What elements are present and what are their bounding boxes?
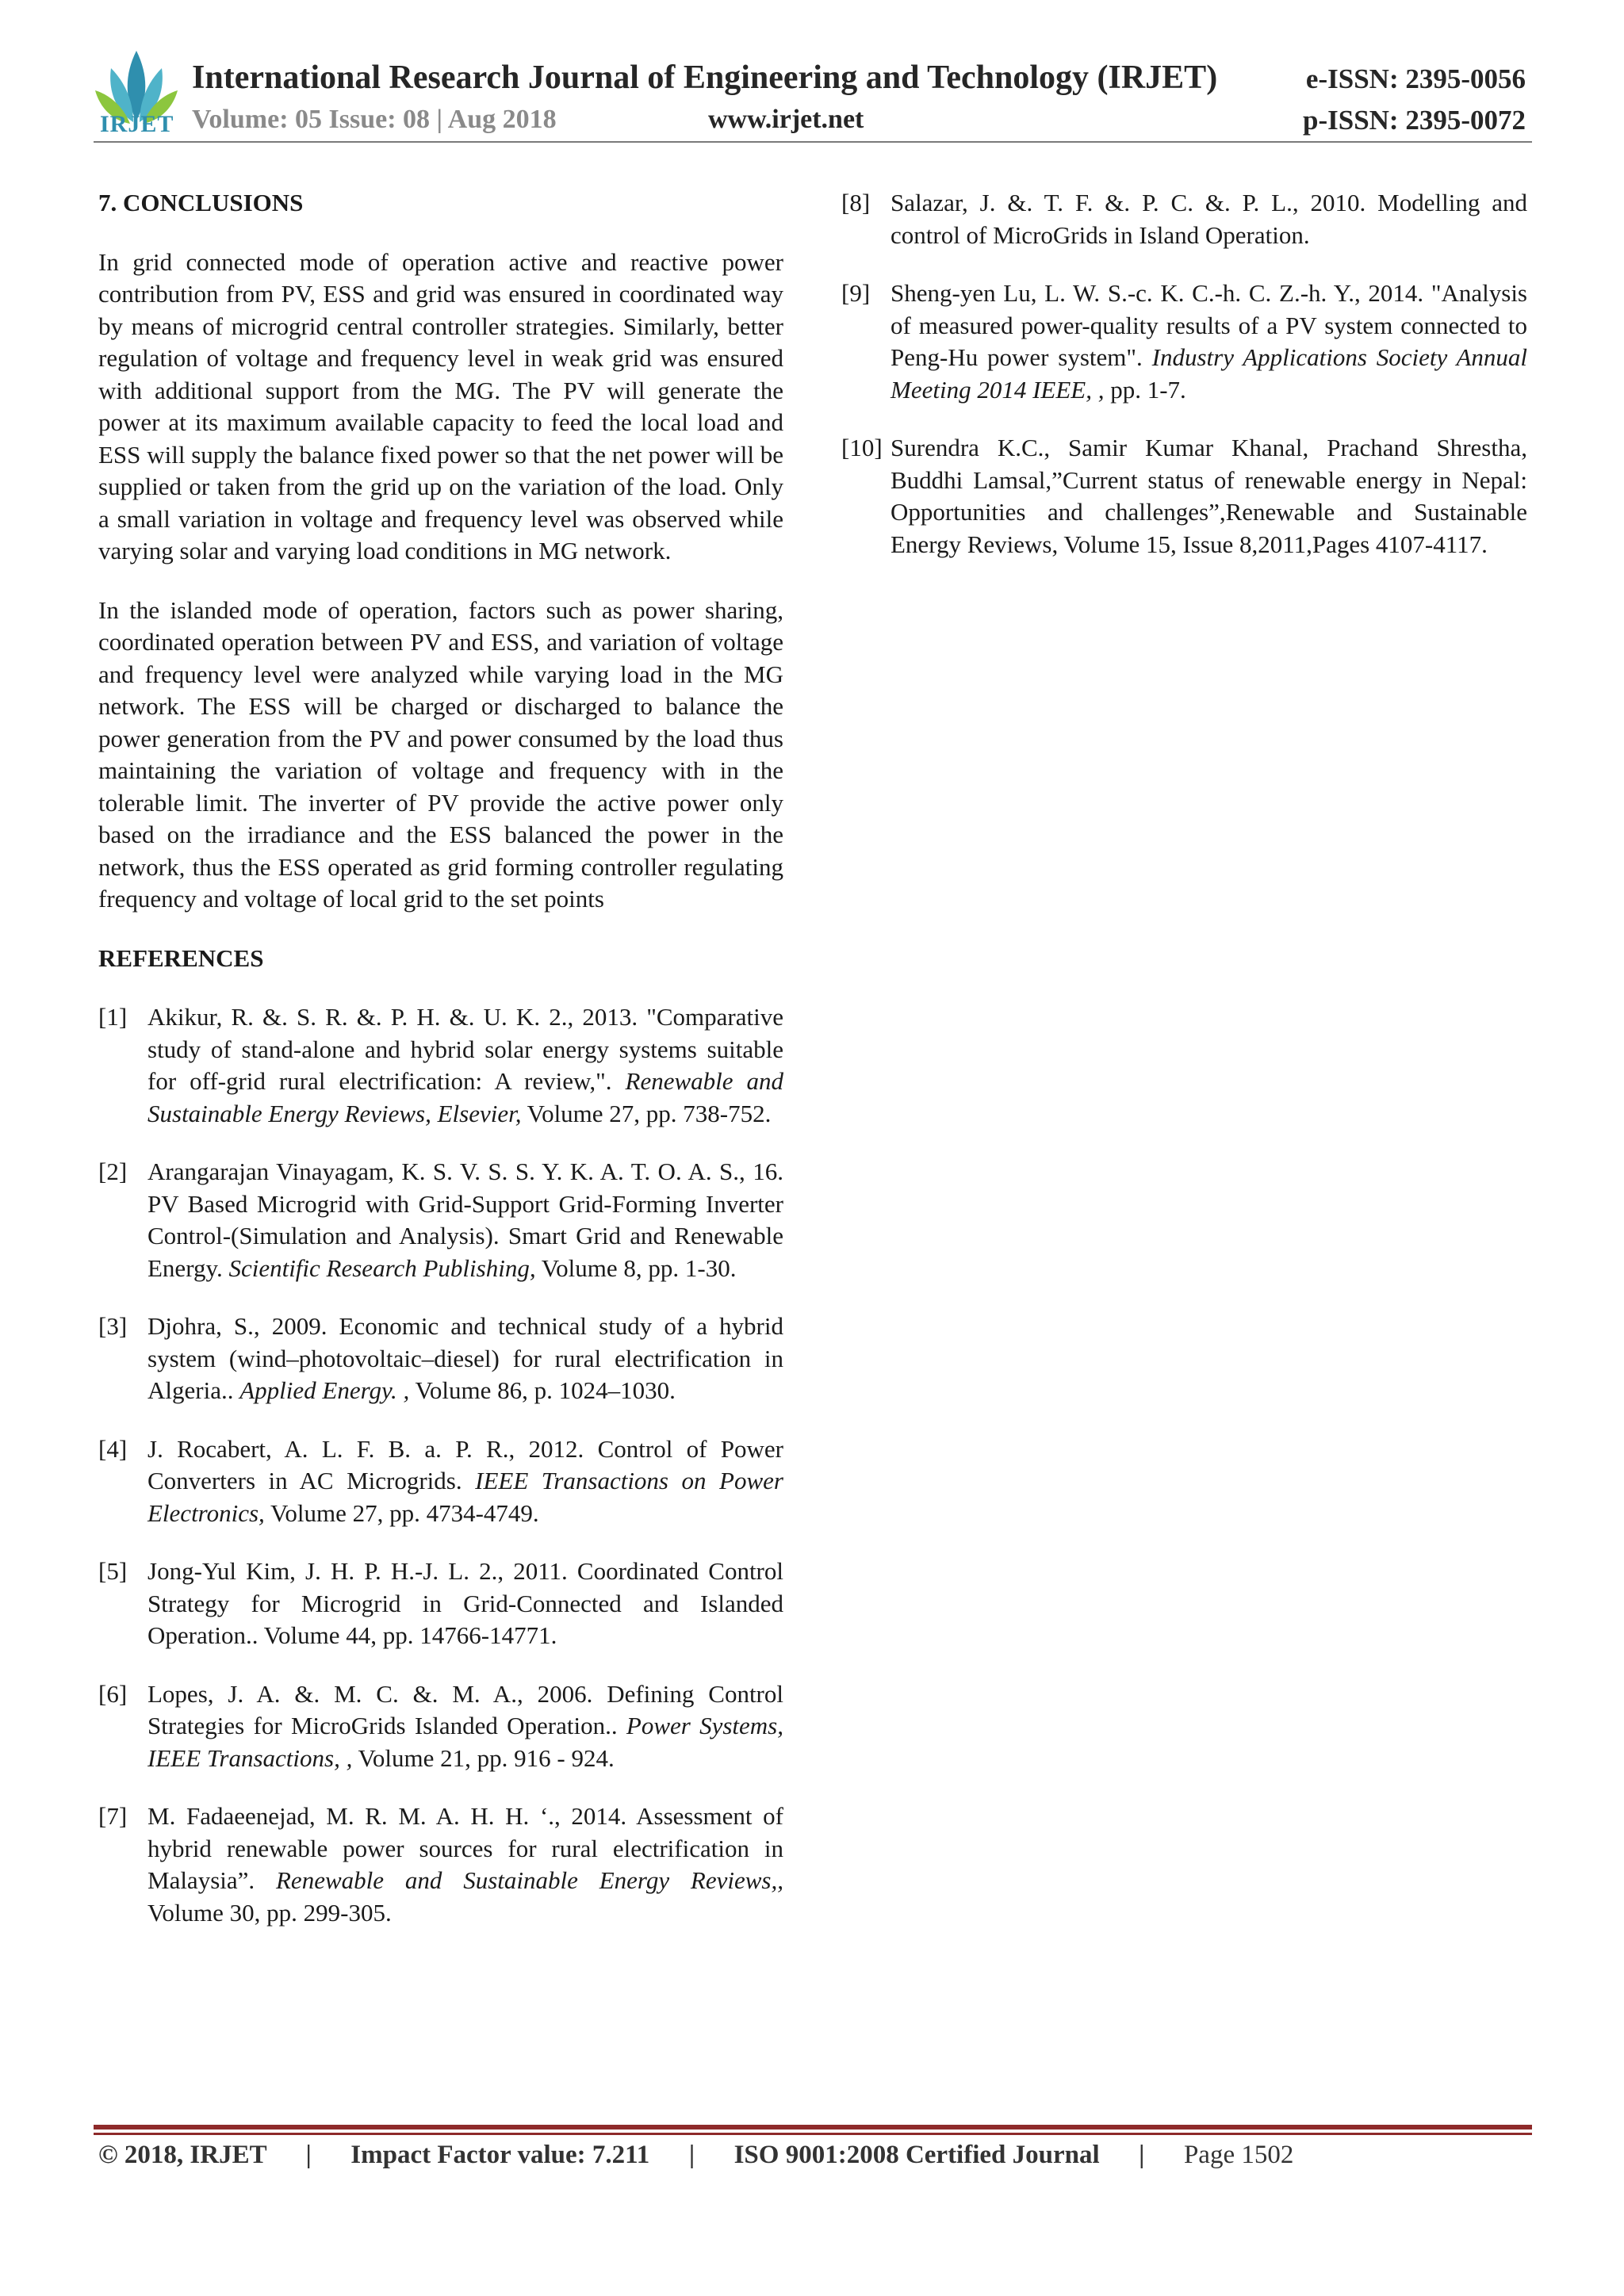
footer-impact-factor: Impact Factor value: 7.211 xyxy=(350,2141,650,2169)
reference-item xyxy=(98,1678,783,1775)
footer-divider-thick xyxy=(94,2125,1532,2130)
reference-number: [6] xyxy=(98,1679,128,1708)
reference-text: M. Fadaeenejad, M. R. M. A. H. H. ‘., 2014. Assessment of hybrid renewable power sources for rural electrification in Malaysia”. Renewable and Sustainable Energy Reviews,, Volume 30, pp. 299-305. xyxy=(147,1802,784,1927)
reference-text: Lopes, J. A. &. M. C. &. M. A., 2006. Defining Control Strategies for MicroGrids Islanded Operation.. Power Systems, IEEE Transactions, , Volume 21, pp. 916 - 924. xyxy=(147,1679,783,1772)
website-link[interactable]: www.irjet.net xyxy=(708,105,864,134)
footer-separator: | xyxy=(1139,2141,1145,2169)
reference-item xyxy=(98,1001,783,1130)
reference-item xyxy=(98,1311,783,1407)
reference-item xyxy=(98,1156,783,1284)
reference-number: [4] xyxy=(98,1434,128,1463)
reference-text: Surendra K.C., Samir Kumar Khanal, Prachand Shrestha, Buddhi Lamsal,”Current status of renewable energy in Nepal: Opportunities and challenges”,Renewable and Sustainable Energy Reviews, Volume 15, Issue 8,2011,Pages 4107-4117. xyxy=(891,434,1527,558)
footer-iso: ISO 9001:2008 Certified Journal xyxy=(733,2141,1100,2169)
conclusions-paragraph-2: In the islanded mode of operation, factors such as power sharing, coordinated operation between PV and ESS, and variation of voltage and frequency level were analyzed while varying load in the MG network. The ESS will be charged or discharged to balance the power generation from the PV and power consumed by the load thus maintaining the variation of voltage and frequency with in the tolerable limit. The inverter of PV provide the active power only based on the irradiance and the ESS balanced the power in the network, thus the ESS operated as grid forming controller regulating frequency and voltage of local grid to the set points xyxy=(98,595,783,913)
reference-text: J. Rocabert, A. L. F. B. a. P. R., 2012. Control of Power Converters in AC Microgrids. IEEE Transactions on Power Electronics, Volume 27, pp. 4734-4749. xyxy=(147,1434,783,1527)
reference-item xyxy=(98,1433,783,1530)
reference-number: [3] xyxy=(98,1312,128,1340)
reference-text: Akikur, R. &. S. R. &. P. H. &. U. K. 2., 2013. "Comparative study of stand-alone and hybrid solar energy systems suitable for off-grid rural electrification: A review,". Renewable and Sustainable Energy Reviews, Elsevier, Volume 27, pp. 738-752. xyxy=(147,1003,783,1127)
pissn: p-ISSN: 2395-0072 xyxy=(1302,105,1526,136)
reference-item xyxy=(841,277,1527,406)
reference-item xyxy=(98,1800,783,1929)
footer-separator: | xyxy=(305,2141,312,2169)
reference-number: [10] xyxy=(841,434,883,461)
reference-item xyxy=(841,187,1527,251)
references-heading: REFERENCES xyxy=(98,943,264,972)
reference-number: [5] xyxy=(98,1557,128,1585)
footer-page-number: Page 1502 xyxy=(1183,2141,1294,2169)
conclusions-paragraph-1: In grid connected mode of operation active and reactive power contribution from PV, ESS and grid was ensured in coordinated way by means of microgrid central controller strategies. Similarly, better regulation of voltage and frequency level in weak grid was ensured with additional support from the MG. The PV will generate the power at its maximum available capacity to feed the local load and ESS will supply the balance fixed power so that the net power will be supplied or taken from the grid up on the variation of the load. Only a small variation in voltage and frequency level was observed while varying solar and varying load conditions in MG network. xyxy=(98,247,783,564)
reference-item xyxy=(98,1556,783,1652)
reference-text: Sheng-yen Lu, L. W. S.-c. K. C.-h. C. Z.-h. Y., 2014. "Analysis of measured power-quality results of a PV system connected to Peng-Hu power system". Industry Applications Society Annual Meeting 2014 IEEE, , pp. 1-7. xyxy=(891,279,1528,404)
left-column xyxy=(98,187,783,1955)
footer-separator: | xyxy=(688,2141,695,2169)
reference-number: [1] xyxy=(98,1003,128,1031)
conclusions-heading: 7. CONCLUSIONS xyxy=(98,189,304,216)
reference-text: Jong-Yul Kim, J. H. P. H.-J. L. 2., 2011. Coordinated Control Strategy for Microgrid in Grid-Connected and Islanded Operation.. Volume 44, pp. 14766-14771. xyxy=(147,1557,783,1649)
volume-info: Volume: 05 Issue: 08 | Aug 2018 xyxy=(192,105,557,134)
logo-text: IRJET xyxy=(100,111,174,137)
reference-item xyxy=(841,432,1527,561)
reference-text: Salazar, J. &. T. F. &. P. C. &. P. L., 2010. Modelling and control of MicroGrids in Island Operation. xyxy=(891,189,1527,249)
right-column xyxy=(841,187,1527,587)
journal-title: International Research Journal of Engineering and Technology (IRJET) xyxy=(192,59,1218,96)
reference-text: Djohra, S., 2009. Economic and technical study of a hybrid system (wind–photovoltaic–diesel) for rural electrification in Algeria.. Applied Energy. , Volume 86, p. 1024–1030. xyxy=(147,1312,783,1404)
reference-number: [9] xyxy=(841,279,871,307)
footer-copyright: © 2018, IRJET xyxy=(98,2141,267,2169)
reference-text: Arangarajan Vinayagam, K. S. V. S. S. Y. K. A. T. O. A. S., 16. PV Based Microgrid with Grid-Support Grid-Forming Inverter Control-(Simulation and Analysis). Smart Grid and Renewable Energy. Scientific Research Publishing, Volume 8, pp. 1-30. xyxy=(147,1158,783,1282)
eissn: e-ISSN: 2395-0056 xyxy=(1305,63,1526,94)
reference-number: [7] xyxy=(98,1802,128,1830)
header-divider xyxy=(94,141,1532,143)
reference-number: [2] xyxy=(98,1158,128,1185)
page-footer xyxy=(98,2141,1293,2170)
footer-divider-thin xyxy=(94,2133,1532,2135)
reference-number: [8] xyxy=(841,189,871,216)
